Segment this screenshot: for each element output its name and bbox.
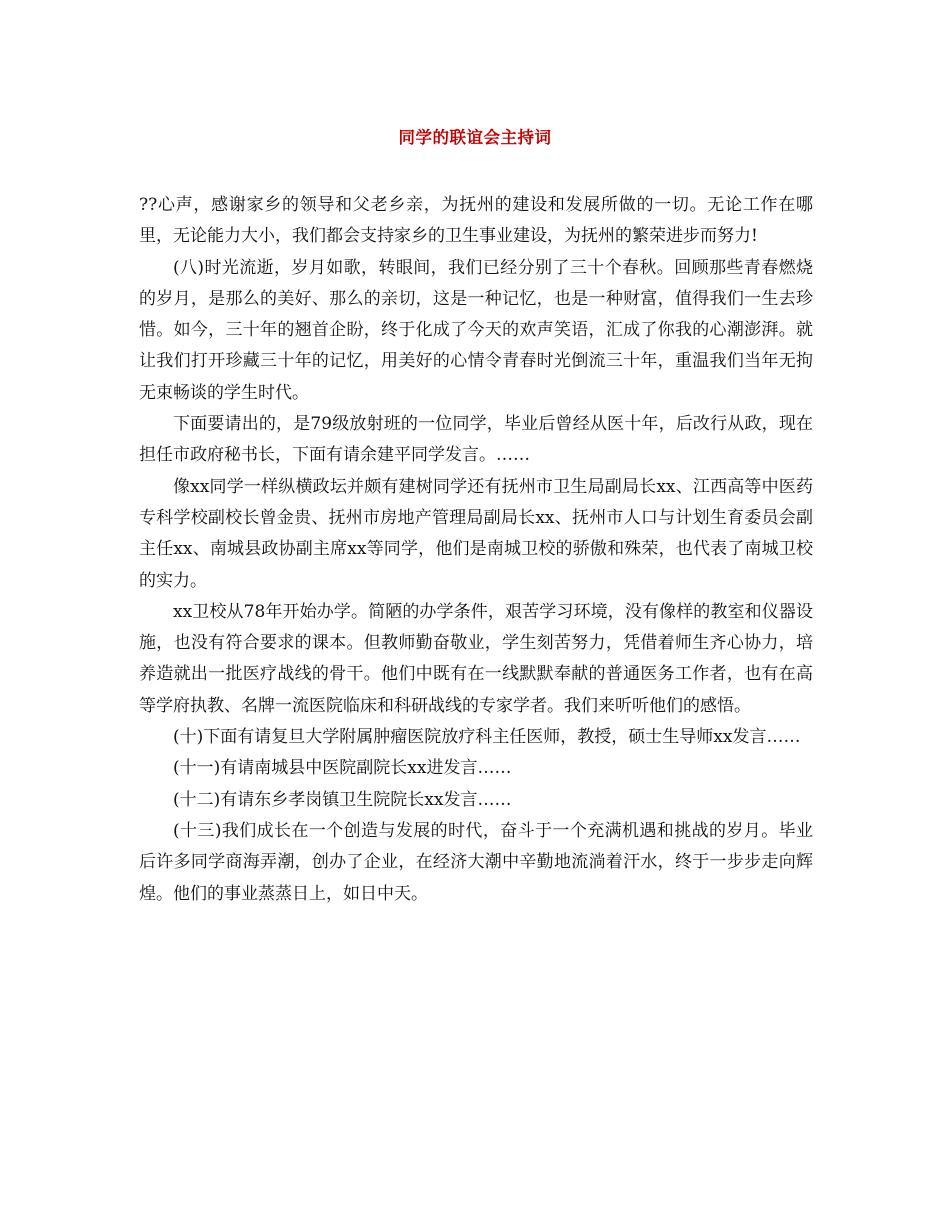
paragraph-school-history: xx卫校从78年开始办学。简陋的办学条件，艰苦学习环境，没有像样的教室和仪器设施，也没有符合要求的课本。但教师勤奋敬业，学生刻苦努力，凭借着师生齐心协力，培养造就出一批医疗战线的骨干。他们中既有在一线默默奉献的普通医务工作者，也有在高等学府执教、名牌一流医院临床和科研战线的专家学者。我们来听听他们的感悟。 bbox=[139, 601, 813, 716]
paragraph-section-thirteen: (十三)我们成长在一个创造与发展的时代，奋斗于一个充满机遇和挑战的岁月。毕业后许多同学商海弄潮，创办了企业，在经济大潮中辛勤地流淌着汗水，终于一步步走向辉煌。他们的事业蒸蒸日上，如日中天。 bbox=[139, 820, 813, 904]
paragraph-section-eleven: (十一)有请南城县中医院副院长xx进发言…… bbox=[173, 758, 512, 779]
paragraph-continued-thanks: ??心声，感谢家乡的领导和父老乡亲，为抚州的建设和发展所做的一切。无论工作在哪里，无论能力大小，我们都会支持家乡的卫生事业建设，为抚州的繁荣进步而努力! bbox=[139, 195, 813, 247]
paragraph-section-ten: (十)下面有请复旦大学附属肿瘤医院放疗科主任医师，教授，硕士生导师xx发言…… bbox=[173, 727, 801, 748]
paragraph-section-eight: (八)时光流逝，岁月如歌，转眼间，我们已经分别了三十个春秋。回顾那些青春燃烧的岁月，是那么的美好、那么的亲切，这是一种记忆，也是一种财富，值得我们一生去珍惜。如今，三十年的翘首企盼，终于化成了今天的欢声笑语，汇成了你我的心潮澎湃。就让我们打开珍藏三十年的记忆，用美好的心情令青春时光倒流三十年，重温我们当年无拘无束畅谈的学生时代。 bbox=[139, 257, 813, 403]
paragraph-classmates-politics: 像xx同学一样纵横政坛并颇有建树同学还有抚州市卫生局副局长xx、江西高等中医药专科学校副校长曾金贵、抚州市房地产管理局副局长xx、抚州市人口与计划生育委员会副主任xx、南城县政协副主席xx等同学，他们是南城卫校的骄傲和殊荣，也代表了南城卫校的实力。 bbox=[139, 476, 813, 591]
document-title: 同学的联谊会主持词 bbox=[398, 128, 552, 147]
paragraph-section-twelve: (十二)有请东乡孝岗镇卫生院院长xx发言…… bbox=[173, 789, 512, 810]
document-body bbox=[139, 190, 813, 910]
paragraph-speaker-intro: 下面要请出的，是79级放射班的一位同学，毕业后曾经从医十年，后改行从政，现在担任市政府秘书长，下面有请余建平同学发言。…… bbox=[139, 414, 813, 466]
